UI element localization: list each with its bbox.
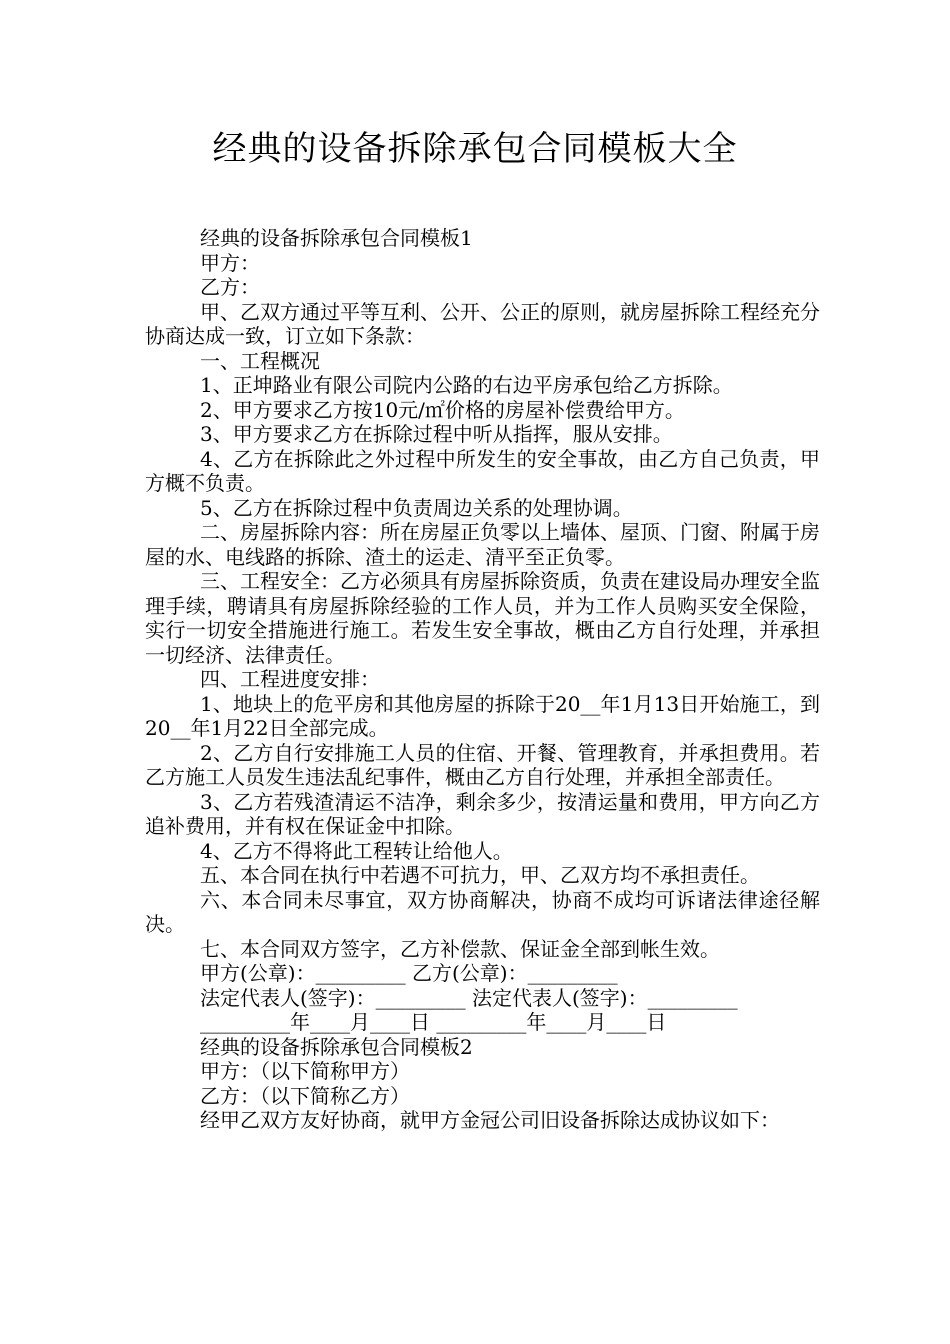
clause-heading: 四、工程进度安排： [200,667,380,691]
party-b-line: 乙方： [200,275,260,299]
clause-paragraph: 三、工程安全：乙方必须具有房屋拆除资质，负责在建设局办理安全监理手续，聘请具有房屋拆除经验的工作人员，并为工作人员购买安全保险，实行一切安全措施进行施工。若发生安全事故，概由乙方自行处理，并承担一切经济、法律责任。 [145,569,820,667]
party-b-line: 乙方：（以下简称乙方） [200,1083,410,1108]
preamble-paragraph: 甲、乙双方通过平等互利、公开、公正的原则，就房屋拆除工程经充分协商达成一致，订立如下条款： [145,299,820,348]
clause-item: 2、乙方自行安排施工人员的住宿、开餐、管理教育，并承担费用。若乙方施工人员发生违法乱纪事件，概由乙方自行处理，并承担全部责任。 [145,740,820,789]
clause-item: 4、乙方不得将此工程转让给他人。 [200,838,513,863]
clause-heading: 一、工程概况 [200,348,320,373]
clause-paragraph: 六、本合同未尽事宜，双方协商解决，协商不成均可诉诸法律途径解决。 [145,887,820,936]
document-title: 经典的设备拆除承包合同模板大全 [212,129,738,169]
clause-paragraph: 七、本合同双方签字，乙方补偿款、保证金全部到帐生效。 [200,936,720,961]
section-heading: 经典的设备拆除承包合同模板2 [200,1034,473,1059]
date-line: _________年____月____日 _________年____月____日 [200,1010,667,1034]
document-body [145,226,820,1133]
preamble-paragraph: 经甲乙双方友好协商，就甲方金冠公司旧设备拆除达成协议如下： [200,1108,780,1132]
clause-paragraph: 五、本合同在执行中若遇不可抗力，甲、乙双方均不承担责任。 [200,863,760,887]
clause-item: 4、乙方在拆除此之外过程中所发生的安全事故，由乙方自己负责，甲方概不负责。 [145,446,820,495]
signature-line: 法定代表人(签字)：_________ 法定代表人(签字)：_________ [200,985,738,1010]
clause-item: 5、乙方在拆除过程中负责周边关系的处理协调。 [200,495,633,520]
clause-item: 1、地块上的危平房和其他房屋的拆除于20__年1月13日开始施工，到20__年1月22日全部完成。 [145,691,820,740]
clause-item: 1、正坤路业有限公司院内公路的右边平房承包给乙方拆除。 [200,373,733,397]
party-a-line: 甲方： [200,250,260,275]
clause-item: 2、甲方要求乙方按10元/㎡价格的房屋补偿费给甲方。 [200,397,685,422]
seal-line: 甲方(公章)：_________ 乙方(公章)：_________ [200,961,618,985]
party-a-line: 甲方：（以下简称甲方） [200,1059,410,1083]
clause-paragraph: 二、房屋拆除内容：所在房屋正负零以上墙体、屋顶、门窗、附属于房屋的水、电线路的拆除、渣土的运走、清平至正负零。 [145,520,820,569]
clause-item: 3、甲方要求乙方在拆除过程中听从指挥，服从安排。 [200,422,673,446]
section-heading: 经典的设备拆除承包合同模板1 [200,226,473,250]
clause-item: 3、乙方若残渣清运不洁净，剩余多少，按清运量和费用，甲方向乙方追补费用，并有权在保证金中扣除。 [145,789,820,838]
